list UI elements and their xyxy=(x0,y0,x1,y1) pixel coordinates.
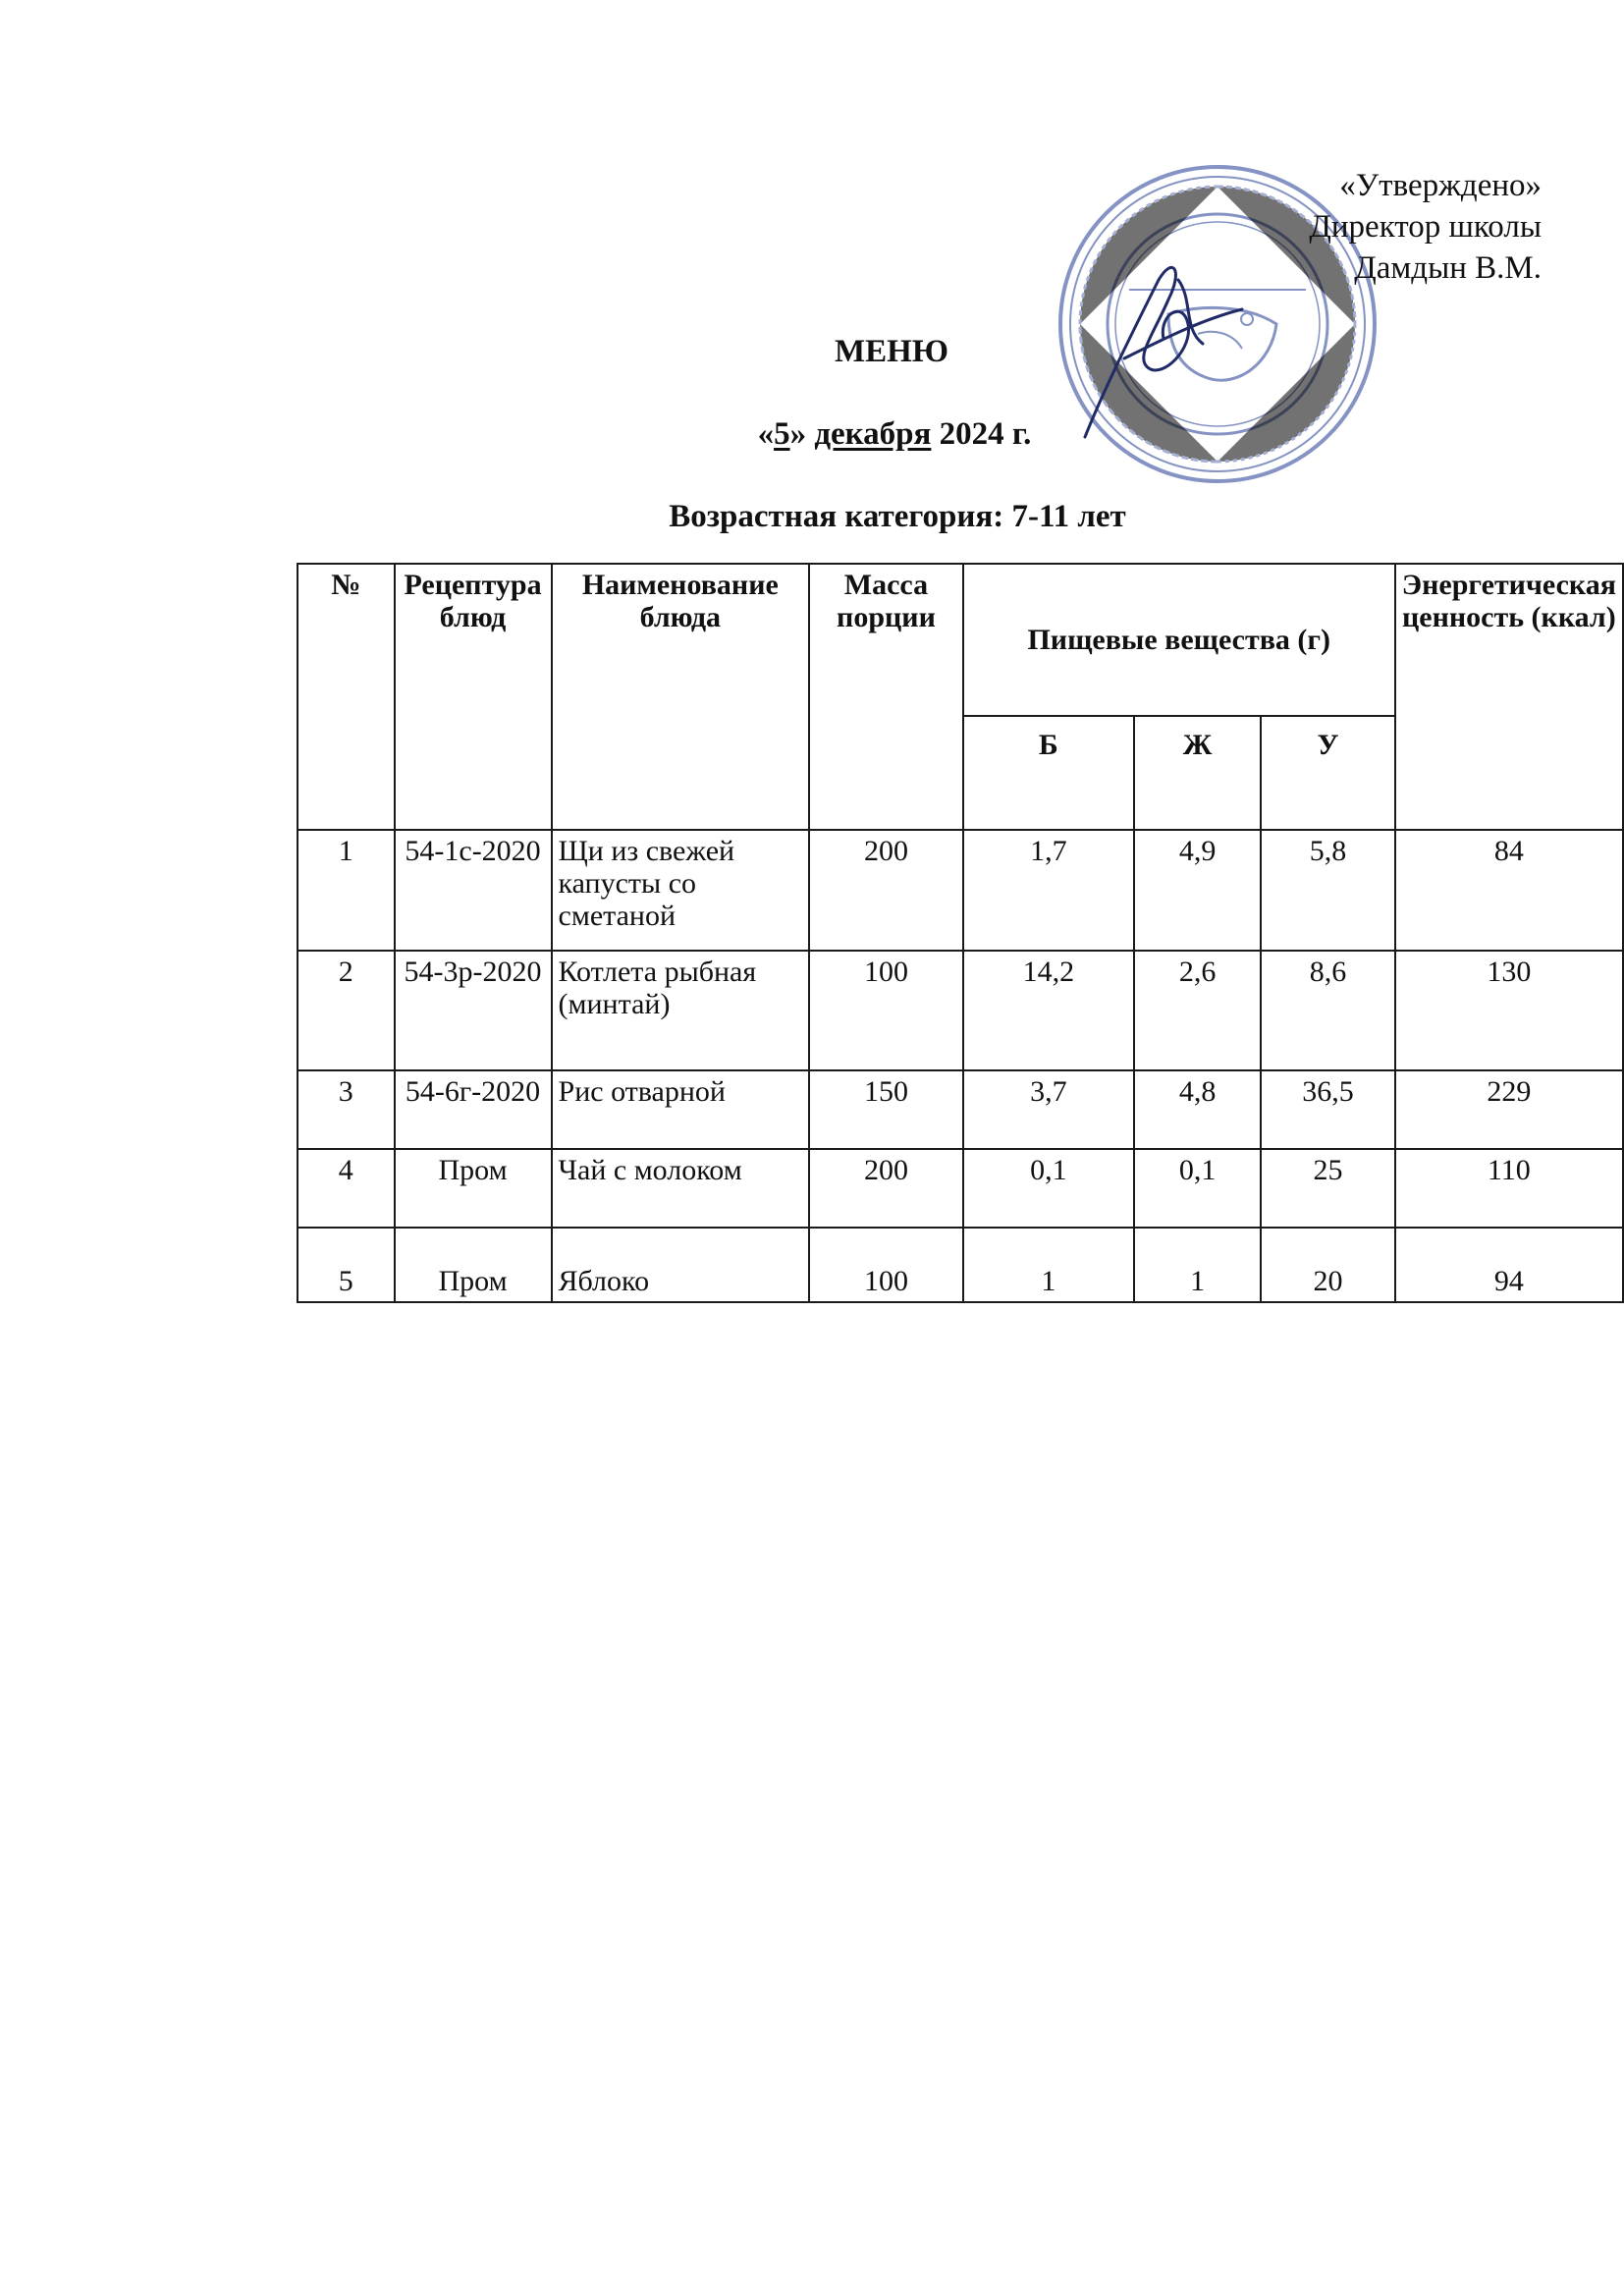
cell-recipe: Пром xyxy=(395,1149,552,1228)
cell-recipe: 54-3р-2020 xyxy=(395,951,552,1070)
cell-energy: 229 xyxy=(1395,1070,1623,1149)
cell-num: 2 xyxy=(298,951,395,1070)
cell-carbs: 8,6 xyxy=(1261,951,1394,1070)
cell-mass: 200 xyxy=(809,1149,963,1228)
header-carbs: У xyxy=(1261,716,1394,830)
cell-num: 3 xyxy=(298,1070,395,1149)
cell-name: Рис отварной xyxy=(552,1070,810,1149)
cell-carbs: 20 xyxy=(1261,1228,1394,1302)
approval-title: «Утверждено» xyxy=(1339,168,1542,203)
cell-mass: 100 xyxy=(809,1228,963,1302)
cell-recipe: Пром xyxy=(395,1228,552,1302)
cell-fat: 4,8 xyxy=(1134,1070,1261,1149)
table-row xyxy=(298,830,1623,951)
cell-mass: 150 xyxy=(809,1070,963,1149)
cell-carbs: 36,5 xyxy=(1261,1070,1394,1149)
header-mass: Масса порции xyxy=(809,564,963,830)
cell-protein: 3,7 xyxy=(963,1070,1134,1149)
cell-protein: 14,2 xyxy=(963,951,1134,1070)
menu-table xyxy=(297,563,1624,1303)
cell-protein: 1 xyxy=(963,1228,1134,1302)
cell-protein: 0,1 xyxy=(963,1149,1134,1228)
cell-carbs: 25 xyxy=(1261,1149,1394,1228)
cell-num: 5 xyxy=(298,1228,395,1302)
menu-date: «5» декабря 2024 г. xyxy=(757,416,1032,452)
approval-director-name: Дамдын В.М. xyxy=(1354,250,1542,286)
cell-recipe: 54-6г-2020 xyxy=(395,1070,552,1149)
cell-fat: 4,9 xyxy=(1134,830,1261,951)
cell-fat: 0,1 xyxy=(1134,1149,1261,1228)
header-fat: Ж xyxy=(1134,716,1261,830)
cell-num: 1 xyxy=(298,830,395,951)
table-row xyxy=(298,1228,1623,1302)
cell-energy: 110 xyxy=(1395,1149,1623,1228)
date-day: 5 xyxy=(774,416,790,452)
cell-carbs: 5,8 xyxy=(1261,830,1394,951)
cell-name: Щи из свежей капусты со сметаной xyxy=(552,830,810,951)
header-protein: Б xyxy=(963,716,1134,830)
cell-fat: 2,6 xyxy=(1134,951,1261,1070)
cell-name: Чай с молоком xyxy=(552,1149,810,1228)
table-row xyxy=(298,1149,1623,1228)
header-name: Наименование блюда xyxy=(552,564,810,830)
header-num: № xyxy=(298,564,395,830)
cell-mass: 100 xyxy=(809,951,963,1070)
menu-title: МЕНЮ xyxy=(835,334,948,369)
table-row xyxy=(298,1070,1623,1149)
header-recipe: Рецептура блюд xyxy=(395,564,552,830)
cell-fat: 1 xyxy=(1134,1228,1261,1302)
table-row xyxy=(298,951,1623,1070)
approval-block xyxy=(1309,165,1542,289)
cell-name: Котлета рыбная (минтай) xyxy=(552,951,810,1070)
cell-num: 4 xyxy=(298,1149,395,1228)
cell-protein: 1,7 xyxy=(963,830,1134,951)
age-category: Возрастная категория: 7-11 лет xyxy=(669,499,1126,534)
approval-position: Директор школы xyxy=(1309,209,1542,245)
date-month: декабря xyxy=(814,416,932,452)
cell-energy: 130 xyxy=(1395,951,1623,1070)
cell-name: Яблоко xyxy=(552,1228,810,1302)
cell-mass: 200 xyxy=(809,830,963,951)
cell-energy: 94 xyxy=(1395,1228,1623,1302)
cell-recipe: 54-1с-2020 xyxy=(395,830,552,951)
cell-energy: 84 xyxy=(1395,830,1623,951)
header-energy: Энергетическая ценность (ккал) xyxy=(1395,564,1623,830)
header-nutrients: Пищевые вещества (г) xyxy=(963,564,1395,716)
